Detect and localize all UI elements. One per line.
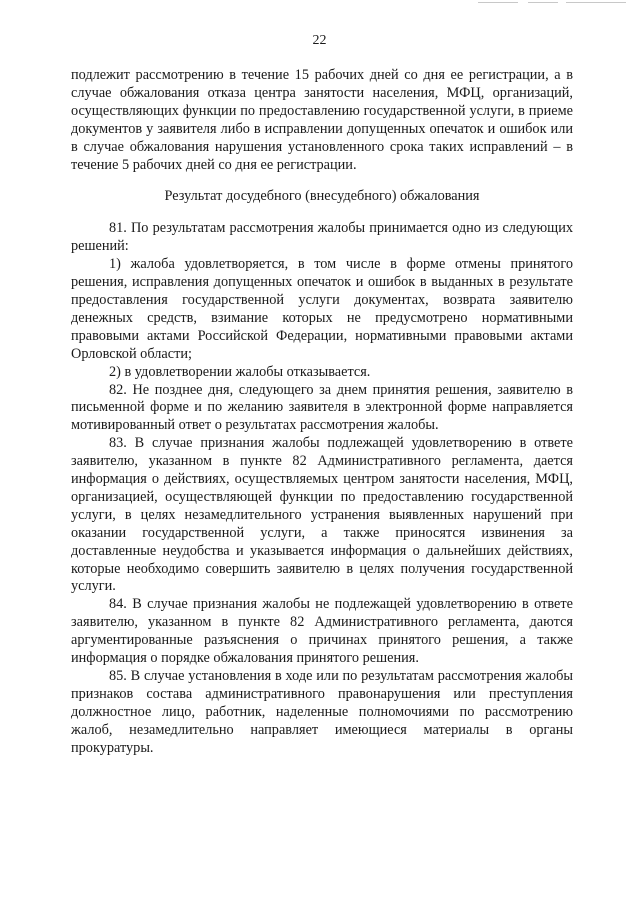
paragraph-82: 82. Не позднее дня, следующего за днем принятия решения, заявителю в письменной форме и по желанию заявителя в электронной форме направляется мотивированный ответ о результатах рассмотрения жалобы. — [71, 381, 573, 434]
paragraph-85: 85. В случае установления в ходе или по результатам рассмотрения жалобы признаков состава административного правонарушения или преступления должностное лицо, работник, наделенные полномочиями по рассмотрению жалоб, незамедлительно направляет имеющиеся материалы в органы прокуратуры. — [71, 668, 573, 756]
scan-artifact-line — [478, 2, 518, 3]
scan-artifact-line — [566, 2, 626, 3]
paragraph-81-item-1: 1) жалоба удовлетворяется, в том числе в форме отмены принятого решения, исправления допущенных опечаток и ошибок в выданных в результате предоставления государственной услуги документах, возврата заявителю денежных средств, взимание которых не предусмотрено нормативными правовыми актами Российской Федерации, нормативными правовыми актами Орловской области; — [71, 256, 573, 362]
section-heading: Результат досудебного (внесудебного) обжалования — [164, 188, 480, 205]
paragraph-83: 83. В случае признания жалобы подлежащей удовлетворению в ответе заявителю, указанном в пункте 82 Административного регламента, дается информация о действиях, осуществляемых центром занятости населения, МФЦ, организацией, осуществляющей функции по предоставлению государственной услуги, в целях незамедлительного устранения выявленных нарушений при оказании государственной услуги, а также приносятся извинения за доставленные неудобства и указывается информация о дальнейших действиях, которые необходимо совершить заявителю в целях получения государственной услуги. — [71, 435, 573, 595]
paragraph-81: 81. По результатам рассмотрения жалобы принимается одно из следующих решений: — [71, 220, 573, 255]
scan-artifact-line — [528, 2, 558, 3]
document-body — [71, 67, 573, 758]
paragraph-84: 84. В случае признания жалобы не подлежащей удовлетворению в ответе заявителю, указанном в пункте 82 Административного регламента, даются аргументированные разъяснения о причинах принятого решения, а также информация о порядке обжалования принятого решения. — [71, 596, 573, 667]
paragraph-81-item-2: 2) в удовлетворении жалобы отказывается. — [109, 363, 371, 380]
page-number: 22 — [312, 33, 327, 48]
paragraph-intro: подлежит рассмотрению в течение 15 рабочих дней со дня ее регистрации, а в случае обжалования отказа центра занятости населения, МФЦ, организаций, осуществляющих функции по предоставлению государственной услуги, в приеме документов у заявителя либо в исправлении допущенных опечаток и ошибок или в случае обжалования нарушения установленного срока таких исправлений – в течение 5 рабочих дней со дня ее регистрации. — [71, 67, 573, 173]
